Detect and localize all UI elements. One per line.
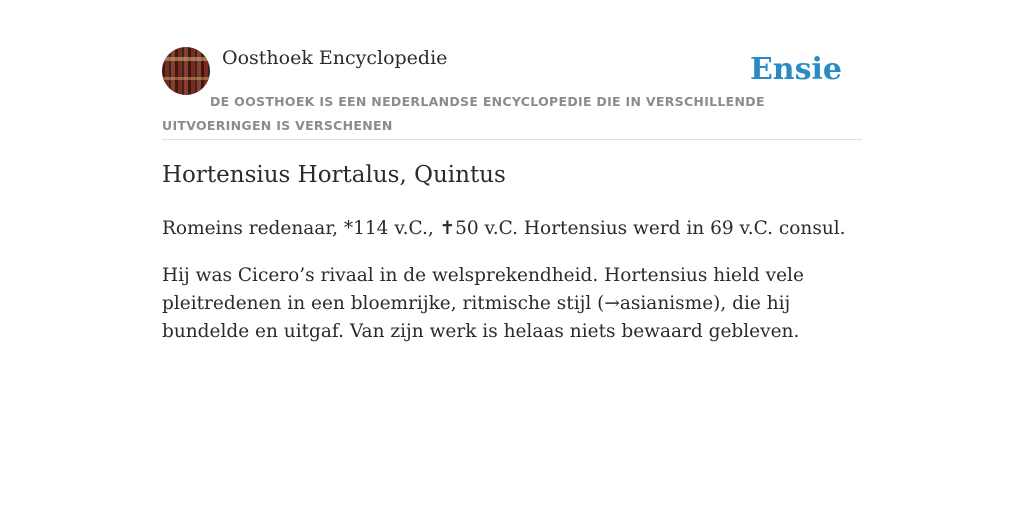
- site-name[interactable]: Oosthoek Encyclopedie: [222, 47, 448, 69]
- site-tagline: DE OOSTHOEK IS EEN NEDERLANDSE ENCYCLOPEDIE DIE IN VERSCHILLENDE UITVOERINGEN IS VERSCHENEN: [162, 94, 765, 133]
- article-paragraph: Romeins redenaar, *114 v.C., ✝50 v.C. Hortensius werd in 69 v.C. consul.: [162, 218, 846, 239]
- article-paragraph: Hij was Cicero’s rivaal in de welsprekendheid. Hortensius hield vele pleitredenen in een bloemrijke, ritmische stijl (→asianisme), die hij bundelde en uitgaf. Van zijn werk is helaas niets bewaard gebleven.: [162, 265, 804, 342]
- page-container: [162, 46, 862, 342]
- site-header: [162, 46, 862, 140]
- brand-logo[interactable]: Ensie: [749, 52, 842, 87]
- book-spines-icon[interactable]: [162, 47, 210, 95]
- article-title: Hortensius Hortalus, Quintus: [162, 162, 506, 188]
- article: [162, 160, 872, 346]
